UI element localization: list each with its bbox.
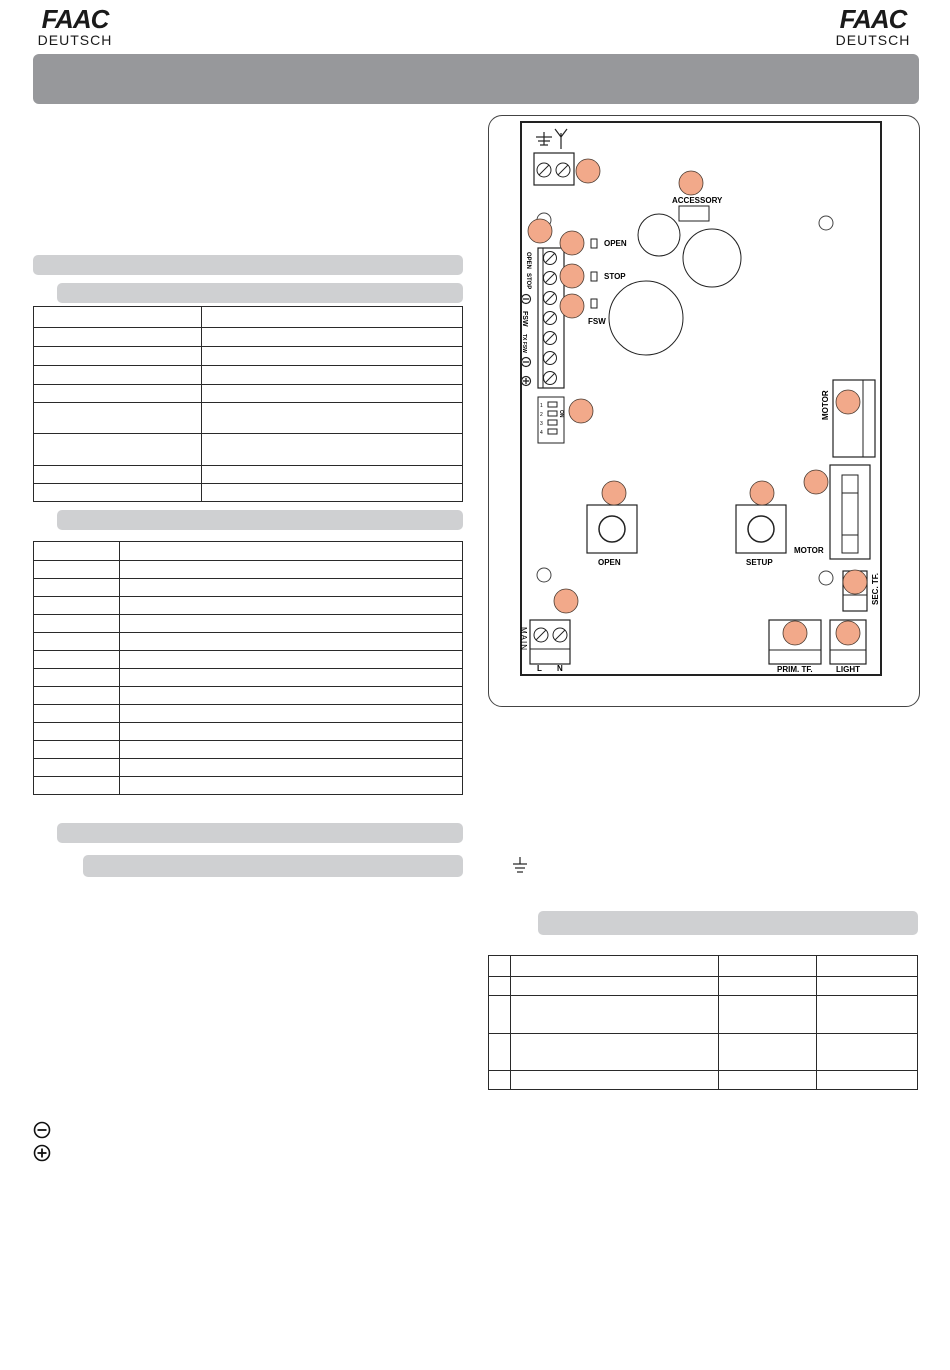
table-cell xyxy=(120,542,463,561)
logo-left xyxy=(20,6,130,48)
minus-terminal-icon xyxy=(522,295,531,304)
terminal-label-stop: STOP xyxy=(525,273,531,290)
callout-marker xyxy=(560,294,584,318)
table-cell xyxy=(120,561,463,579)
dip-4-label: 4 xyxy=(540,430,543,436)
stop-led-label: STOP xyxy=(604,272,626,281)
dip-1-label: 1 xyxy=(540,403,543,409)
table-cell xyxy=(719,1034,817,1071)
fsw-led-label: FSW xyxy=(588,317,606,326)
table-cell xyxy=(34,434,202,466)
table-cell xyxy=(120,669,463,687)
mains-terminal-block xyxy=(530,620,570,664)
table-cell xyxy=(34,385,202,403)
open-button-label: OPEN xyxy=(598,558,621,567)
live-label: L xyxy=(537,664,542,673)
table-cell xyxy=(817,1034,918,1071)
table-cell xyxy=(34,615,120,633)
table-cell xyxy=(817,996,918,1034)
light-label: LIGHT xyxy=(836,665,860,674)
capacitor xyxy=(638,214,680,256)
table-cell xyxy=(817,956,918,977)
callout-marker xyxy=(576,159,600,183)
setup-button-label: SETUP xyxy=(746,558,773,567)
table-cell xyxy=(34,597,120,615)
table-cell xyxy=(489,977,511,996)
plus-terminal-icon xyxy=(522,377,531,386)
table-cell xyxy=(202,403,463,434)
capacitor xyxy=(683,229,741,287)
table-cell xyxy=(511,956,719,977)
stop-led xyxy=(591,272,597,281)
open-led xyxy=(591,239,597,248)
mounting-hole xyxy=(819,571,833,585)
callout-marker xyxy=(602,481,626,505)
table-cell xyxy=(120,579,463,597)
table-cell xyxy=(489,956,511,977)
table-cell xyxy=(489,996,511,1034)
table-cell xyxy=(34,759,120,777)
table-cell xyxy=(34,466,202,484)
section-bar xyxy=(57,823,463,843)
table-cell xyxy=(120,741,463,759)
table-cell xyxy=(34,347,202,366)
callout-marker xyxy=(528,219,552,243)
table-cell xyxy=(34,542,120,561)
table-cell xyxy=(34,484,202,502)
callout-marker xyxy=(750,481,774,505)
callout-marker xyxy=(836,390,860,414)
motor-fuse-label: MOTOR xyxy=(794,546,824,555)
table-cell xyxy=(202,307,463,328)
specs-table xyxy=(33,306,463,502)
minus-circle-icon xyxy=(33,1121,51,1139)
neutral-label: N xyxy=(557,664,563,673)
table-cell xyxy=(34,633,120,651)
table-cell xyxy=(34,307,202,328)
language-label: DEUTSCH xyxy=(37,32,113,48)
title-banner xyxy=(33,54,919,104)
table-cell xyxy=(120,723,463,741)
terminal-label-tx-fsw: TX FSW xyxy=(521,334,527,353)
setup-button[interactable] xyxy=(736,505,786,553)
earth-antenna-icon xyxy=(536,129,567,149)
table-cell xyxy=(120,597,463,615)
fsw-led xyxy=(591,299,597,308)
table-cell xyxy=(511,1034,719,1071)
table-cell xyxy=(719,977,817,996)
subsection-bar xyxy=(57,510,463,530)
antenna-terminal-block xyxy=(534,153,574,185)
table-cell xyxy=(34,669,120,687)
table-cell xyxy=(202,466,463,484)
accessory-connector xyxy=(679,206,709,221)
table-cell xyxy=(202,328,463,347)
table-cell xyxy=(34,687,120,705)
sec-tf-label: SEC. TF. xyxy=(871,572,880,605)
table-cell xyxy=(34,777,120,795)
brand-logo: FAAC xyxy=(41,4,109,34)
table-cell xyxy=(511,1071,719,1090)
table-cell xyxy=(202,347,463,366)
main-label: MAIN xyxy=(519,627,528,651)
table-cell xyxy=(489,1071,511,1090)
table-cell xyxy=(202,366,463,385)
motor-connector-label: MOTOR xyxy=(821,390,830,420)
input-terminal-strip xyxy=(538,248,564,388)
subsection-bar xyxy=(83,855,463,877)
prim-tf-label: PRIM. TF. xyxy=(777,665,813,674)
mounting-hole xyxy=(537,568,551,582)
section-bar xyxy=(538,911,918,935)
table-cell xyxy=(202,484,463,502)
table-cell xyxy=(719,996,817,1034)
table-cell xyxy=(34,741,120,759)
callout-marker xyxy=(560,264,584,288)
table-cell xyxy=(34,705,120,723)
components-table xyxy=(33,541,463,795)
open-button[interactable] xyxy=(587,505,637,553)
callout-marker xyxy=(836,621,860,645)
table-cell xyxy=(34,366,202,385)
table-cell xyxy=(489,1034,511,1071)
language-label: DEUTSCH xyxy=(835,32,911,48)
table-cell xyxy=(34,328,202,347)
capacitor xyxy=(609,281,683,355)
table-cell xyxy=(120,615,463,633)
callout-marker xyxy=(804,470,828,494)
mounting-hole xyxy=(819,216,833,230)
table-cell xyxy=(120,651,463,669)
terminal-label-fsw: FSW xyxy=(521,311,528,327)
accessory-label: ACCESSORY xyxy=(672,196,723,205)
callout-marker xyxy=(783,621,807,645)
terminal-label-open: OPEN xyxy=(525,252,531,270)
minus-terminal-icon xyxy=(522,358,531,367)
callout-marker xyxy=(554,589,578,613)
subsection-bar xyxy=(57,283,463,303)
table-cell xyxy=(817,1071,918,1090)
table-cell xyxy=(817,977,918,996)
settings-table xyxy=(488,955,918,1090)
table-cell xyxy=(34,403,202,434)
table-cell xyxy=(120,777,463,795)
table-cell xyxy=(511,996,719,1034)
table-cell xyxy=(120,687,463,705)
callout-marker xyxy=(560,231,584,255)
motor-fuse xyxy=(830,465,870,559)
plus-circle-icon xyxy=(33,1144,51,1162)
table-cell xyxy=(34,561,120,579)
control-board-diagram xyxy=(488,115,920,707)
dip-2-label: 2 xyxy=(540,412,543,418)
section-bar xyxy=(33,255,463,275)
table-cell xyxy=(202,385,463,403)
table-cell xyxy=(719,956,817,977)
table-cell xyxy=(120,705,463,723)
table-cell xyxy=(120,633,463,651)
brand-logo: FAAC xyxy=(839,4,907,34)
table-cell xyxy=(202,434,463,466)
table-cell xyxy=(511,977,719,996)
callout-marker xyxy=(569,399,593,423)
logo-right xyxy=(818,6,928,48)
table-cell xyxy=(120,759,463,777)
table-cell xyxy=(719,1071,817,1090)
earth-icon xyxy=(510,855,530,875)
callout-marker xyxy=(679,171,703,195)
dip-3-label: 3 xyxy=(540,421,543,427)
table-cell xyxy=(34,579,120,597)
table-cell xyxy=(34,651,120,669)
callout-marker xyxy=(843,570,867,594)
open-led-label: OPEN xyxy=(604,239,627,248)
dip-on-label: ON xyxy=(558,410,564,418)
table-cell xyxy=(34,723,120,741)
